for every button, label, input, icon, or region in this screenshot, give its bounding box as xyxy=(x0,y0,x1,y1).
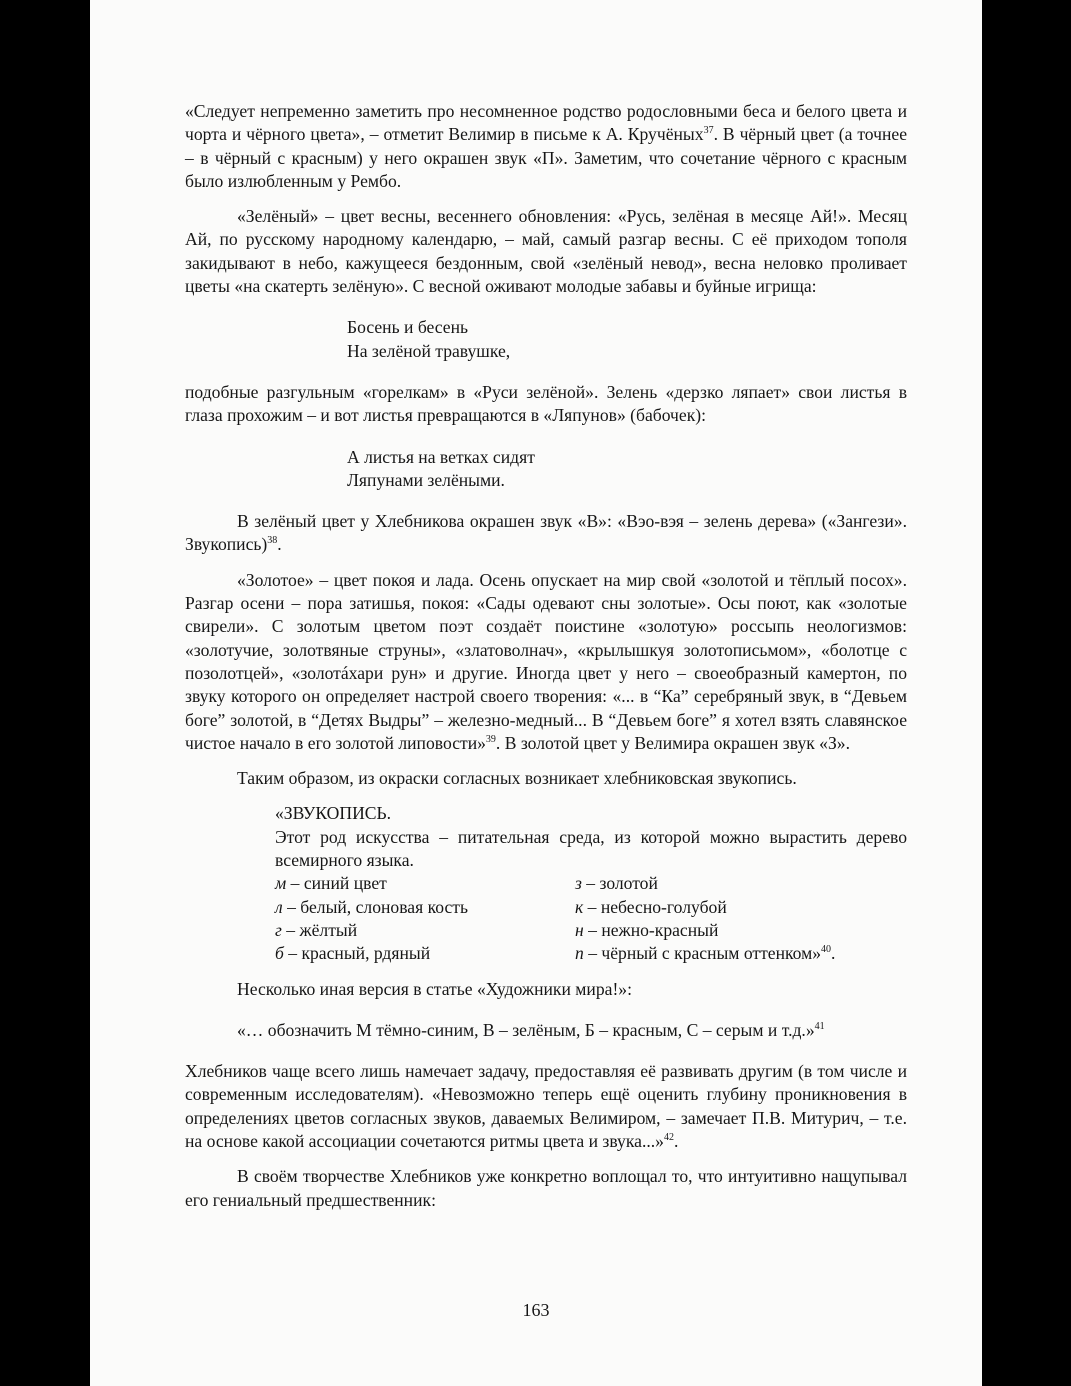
paragraph-1: «Следует непременно заметить про несомненное родство родословными беса и белого цвета и чорта и чёрного цвета», – отметит Велимир в письме к А. Кручёных$^{37}$. В чёрный цвет (а точнее – в чёрный с красным) у него окрашен звук «П». Заметим, что сочетание чёрного с красным было излюбленным у Рембо. xyxy=(185,101,907,191)
paragraph-2: «Зелёный» – цвет весны, весеннего обновления: «Русь, зелёная в месяце Ай!». Месяц Ай, по русскому народному календарю, – май, самый разгар весны. С её приходом тополя закидывают в небо, кажущееся бездонным, свой «зелёный невод», весна неловко проливает цветы «на скатерть зелёную». С весной оживают молодые забавы и буйные игрища: xyxy=(185,206,907,297)
quote: «… обозначить М тёмно-синим, В – зелёным, Б – красным, С – серым и т.д.»$^{41}$ xyxy=(237,1019,825,1040)
paragraph-5: «Золотое» – цвет покоя и лада. Осень опускает на мир свой «золотой и тёплый посох». Разгар осени – пора затишья, покоя: «Сады одевают сны золотые». Осы поют, как «золотые свирели». С золотым цветом поэт создаёт поистине «золотую» россыпь неологизмов: «золотучие, золотвяные струны», «златоволнач», «крылышкуя золотописьмом», «болотце с позолотцей», «золотáхари рун» и другие. Иногда цвет у него – своеобразный камертон, по звуку которого он определяет настрой своего творения: «... в “Ка” серебряный звук, в “Девьем боге” золотой, в “Детях Выдры” – железно-медный... В “Девьем боге” я хотел взять славянское чистое начало в его золотой липовости»$^{39}$. В золотой цвет у Велимира окрашен звук «З». xyxy=(185,569,907,753)
zvukopis-cell: б – красный, рдяный xyxy=(275,943,431,964)
zvukopis-table xyxy=(275,872,907,965)
zvukopis-intro: Этот род искусства – питательная среда, из которой можно вырастить дерево всемирного языка. xyxy=(275,826,907,871)
zvukopis-cell: м – синий цвет xyxy=(275,873,387,894)
book-page xyxy=(90,0,982,1386)
verse-line: А листья на ветках сидят xyxy=(347,446,535,467)
zvukopis-cell: н – нежно-красный xyxy=(575,919,719,940)
page-number: 163 xyxy=(522,1300,550,1320)
verse-line: На зелёной травушке, xyxy=(347,340,511,361)
paragraph-7: Несколько иная версия в статье «Художники мира!»: xyxy=(237,978,632,999)
paragraph-9: В своём творчестве Хлебников уже конкретно воплощал то, что интуитивно нащупывал его гениальный предшественник: xyxy=(185,1166,907,1210)
zvukopis-title: «ЗВУКОПИСЬ. xyxy=(275,803,392,824)
zvukopis-block xyxy=(185,802,907,965)
page-body xyxy=(185,100,907,1212)
zvukopis-cell: г – жёлтый xyxy=(275,919,358,940)
verse-2 xyxy=(185,446,907,493)
paragraph-3: подобные разгульным «горелкам» в «Руси зелёной». Зелень «дерзко ляпает» свои листья в глаза прохожим – и вот листья превращаются в «Ляпунов» (бабочек): xyxy=(185,381,907,426)
verse-1 xyxy=(185,316,907,363)
zvukopis-cell: з – золотой xyxy=(575,873,658,894)
verse-line: Ляпунами зелёными. xyxy=(347,469,505,490)
verse-line: Босень и бесень xyxy=(347,317,469,338)
paragraph-8: Хлебников чаще всего лишь намечает задачу, предоставляя её развивать другим (в том числе и современным исследователям). «Невозможно теперь ещё оценить глубину проникновения в определениях цветов согласных звуков, даваемых Велимиром, – замечает П.В. Митурич, – т.е. на основе какой ассоциации сочетаются ритмы цвета и звука...»$^{42}$. xyxy=(185,1061,907,1151)
zvukopis-cell: к – небесно-голубой xyxy=(575,896,727,917)
paragraph-4: В зелёный цвет у Хлебникова окрашен звук «В»: «Вэо-вэя – зелень дерева» («Зангези». Звукопись)$^{38}$. xyxy=(185,511,907,555)
paragraph-6: Таким образом, из окраски согласных возникает хлебниковская звукопись. xyxy=(237,768,797,789)
zvukopis-cell: л – белый, слоновая кость xyxy=(275,896,468,917)
zvukopis-cell: п – чёрный с красным оттенком»$^{40}$. xyxy=(575,943,836,964)
